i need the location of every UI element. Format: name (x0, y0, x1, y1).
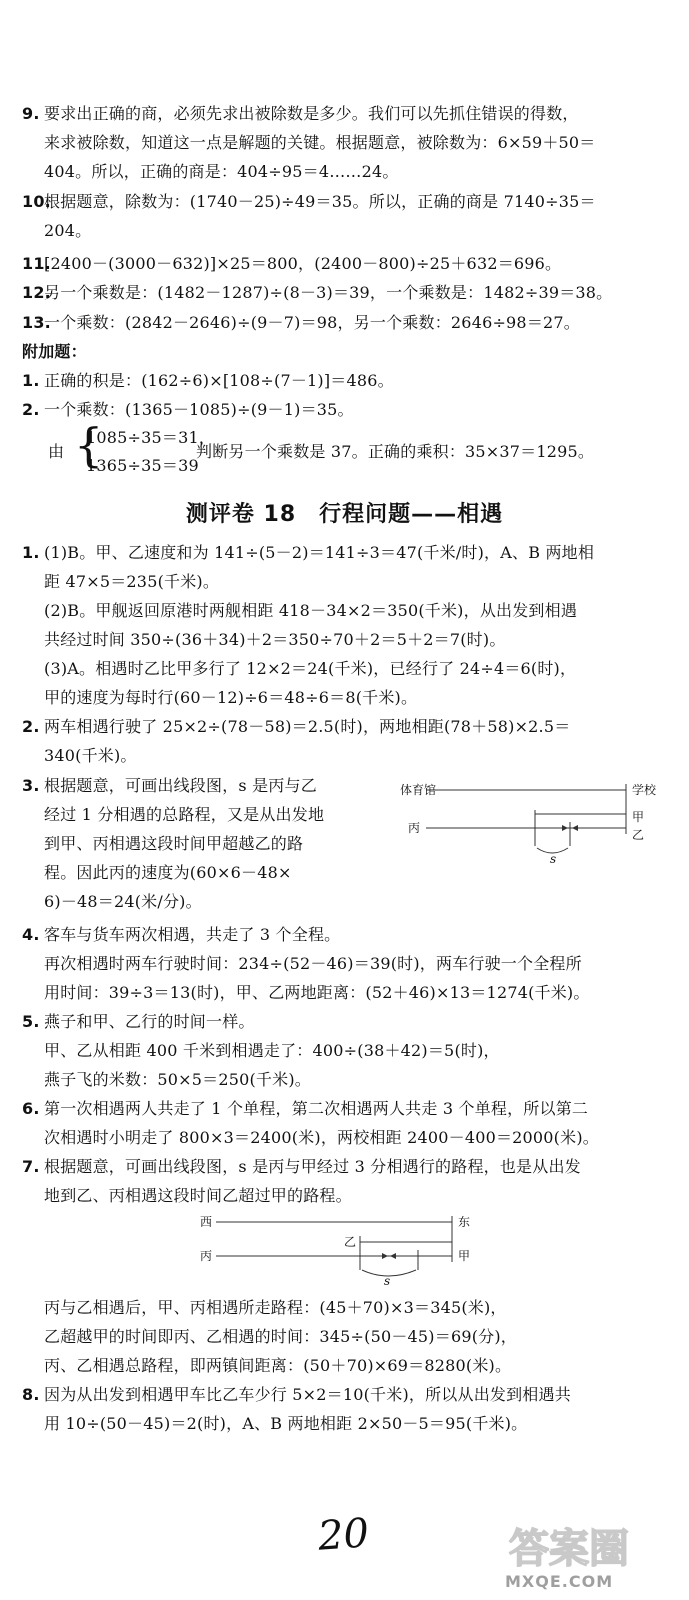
q2-line-2: 340(千米)。 (44, 746, 137, 765)
q8-line-2: 用 10÷(50－45)＝2(时)，A、B 两地相距 2×50－5＝95(千米)。 (44, 1414, 528, 1433)
label-jia: 甲 (632, 810, 645, 824)
q1-line-5: (3)A。相遇时乙比甲多行了 12×2＝24(千米)，已经行了 24÷4＝6(时)， (44, 659, 577, 678)
item-number: 1. (22, 371, 40, 390)
item-number: 9. (22, 104, 40, 123)
item-text: 第一次相遇两人共走了 1 个单程，第二次相遇两人共走 3 个单程，所以第二 (44, 1099, 589, 1118)
label-s: s (384, 1274, 391, 1288)
item-text: 两车相遇行驶了 25×2÷(78－58)＝2.5(时)，两地相距(78＋58)×2.5＝ (44, 717, 571, 736)
q4-line-3: 用时间：39÷3＝13(时)，甲、乙两地距离：(52＋46)×13＝1274(千米)。 (44, 983, 590, 1002)
q5-line-3: 燕子飞的米数：50×5＝250(千米)。 (44, 1070, 311, 1089)
item-11-line-1 (22, 254, 561, 274)
item-number: 7. (22, 1157, 40, 1176)
label-school: 学校 (632, 783, 657, 797)
q3-diagram-lines (400, 776, 670, 866)
item-text: 根据题意，可画出线段图，s 是丙与甲经过 3 分相遇行的路程，也是从出发 (44, 1157, 581, 1176)
item-text: 一个乘数：(2842－2646)÷(9－7)＝98，另一个乘数：2646÷98＝27。 (44, 313, 580, 332)
bonus-1 (22, 371, 394, 391)
item-number: 13. (22, 313, 51, 332)
label-jia: 甲 (458, 1249, 471, 1263)
label-yi: 乙 (344, 1235, 357, 1249)
item-number: 2. (22, 717, 40, 736)
item-text: 客车与货车两次相遇，共走了 3 个全程。 (44, 925, 341, 944)
q6-line-2: 次相遇时小明走了 800×3＝2400(米)，两校相距 2400－400＝2000(米)。 (44, 1128, 599, 1147)
brace-symbol: { (74, 418, 104, 472)
q1-line-3: (2)B。甲舰返回原港时两舰相距 418－34×2＝350(千米)，从出发到相遇 (44, 601, 578, 620)
watermark-url: MXQE.COM (505, 1572, 614, 1591)
svg-text:答案圈: 答案圈 (509, 1526, 629, 1572)
label-bing: 丙 (408, 821, 421, 835)
q5-line-2: 甲、乙从相距 400 千米到相遇走了：400÷(38＋42)＝5(时)， (44, 1041, 500, 1060)
q1-line-1 (22, 543, 594, 563)
label-gym: 体育馆 (400, 783, 437, 797)
item-number: 10. (22, 192, 51, 211)
q4-line-2: 再次相遇时两车行驶时间：234÷(52－46)＝39(时)，两车行驶一个全程所 (44, 954, 582, 973)
item-text: 一个乘数：(1365－1085)÷(9－1)＝35。 (44, 400, 354, 419)
item-text: 根据题意，除数为：(1740－25)÷49＝35。所以，正确的商是 7140÷35＝ (44, 192, 596, 211)
q8-line-1 (22, 1385, 571, 1405)
q7-line-5: 丙、乙相遇总路程，即两镇间距离：(50＋70)×69＝8280(米)。 (44, 1356, 512, 1375)
item-number: 12. (22, 283, 51, 302)
q6-line-1 (22, 1099, 588, 1119)
item-10-line-2: 204。 (44, 221, 92, 240)
q7-line-3: 丙与乙相遇后，甲、丙相遇所走路程：(45＋70)×3＝345(米)， (44, 1298, 507, 1317)
item-text: 要求出正确的商，必须先求出被除数是多少。我们可以先抓住错误的得数， (44, 104, 579, 123)
q1-line-4: 共经过时间 350÷(36＋34)＋2＝350÷70＋2＝5＋2＝7(时)。 (44, 630, 506, 649)
item-number: 2. (22, 400, 40, 419)
item-number: 6. (22, 1099, 40, 1118)
item-9-line-3: 404。所以，正确的商是：404÷95＝4……24。 (44, 162, 399, 181)
item-number: 8. (22, 1385, 40, 1404)
q7-diagram (200, 1208, 490, 1288)
q4-line-1 (22, 925, 340, 945)
equation-conclusion: 判断另一个乘数是 37。正确的乘积：35×37＝1295。 (196, 442, 595, 461)
item-text: 因为从出发到相遇甲车比乙车少行 5×2＝10(千米)，所以从出发到相遇共 (44, 1385, 571, 1404)
item-number: 5. (22, 1012, 40, 1031)
item-number: 1. (22, 543, 40, 562)
label-bing: 丙 (200, 1249, 213, 1263)
q5-line-1 (22, 1012, 255, 1032)
item-text: 另一个乘数是：(1482－1287)÷(8－3)＝39，一个乘数是：1482÷39＝38。 (44, 283, 613, 302)
q7-line-1 (22, 1157, 581, 1177)
label-west: 西 (200, 1215, 213, 1229)
q7-line-2: 地到乙、丙相遇这段时间乙超过甲的路程。 (44, 1186, 352, 1205)
section-title: 测评卷 18 行程问题——相遇 (185, 502, 504, 527)
item-text: 正确的积是：(162÷6)×[108÷(7－1)]＝486。 (44, 371, 394, 390)
bonus-2 (22, 400, 354, 420)
q7-line-4: 乙超越甲的时间即丙、乙相遇的时间：345÷(50－45)＝69(分)， (44, 1327, 517, 1346)
q3-line-1 (22, 776, 317, 796)
item-text: 根据题意，可画出线段图，s 是丙与乙 (44, 776, 317, 795)
watermark-logo-graphic (505, 1522, 680, 1572)
item-text: 燕子和甲、乙行的时间一样。 (44, 1012, 255, 1031)
item-9-line-1 (22, 104, 579, 124)
item-number: 4. (22, 925, 40, 944)
q3-line-4: 程。因此丙的速度为(60×6－48× (44, 863, 292, 882)
item-9-line-2: 来求被除数，知道这一点是解题的关键。根据题意，被除数为：6×59＋50＝ (44, 133, 596, 152)
label-yi: 乙 (632, 828, 645, 842)
q1-line-2: 距 47×5＝235(千米)。 (44, 572, 220, 591)
item-12-line-1 (22, 283, 612, 303)
equation-intro: 由 (48, 442, 65, 461)
q3-line-3: 到甲、丙相遇这段时间甲超越乙的路 (44, 834, 304, 853)
q3-line-5: 6)－48＝24(米/分)。 (44, 892, 202, 911)
label-east: 东 (458, 1215, 471, 1229)
bonus-header: 附加题： (22, 342, 87, 361)
item-text: (1)B。甲、乙速度和为 141÷(5－2)＝141÷3＝47(千米/时)，A、B 两地相 (44, 543, 595, 562)
q3-line-2: 经过 1 分相遇的总路程，又是从出发地 (44, 805, 325, 824)
label-s: s (550, 852, 557, 866)
item-text: [2400－(3000－632)]×25＝800，(2400－800)÷25＋632＝696。 (44, 254, 562, 273)
equation-line-1: 1085÷35＝31， (86, 428, 216, 447)
item-10-line-1 (22, 192, 596, 212)
equation-line-2: 1365÷35＝39 (86, 456, 199, 475)
q1-line-6: 甲的速度为每时行(60－12)÷6＝48÷6＝8(千米)。 (44, 688, 418, 707)
item-number: 3. (22, 776, 40, 795)
item-number: 11. (22, 254, 51, 273)
item-13-line-1 (22, 313, 580, 333)
q2-line-1 (22, 717, 570, 737)
handwritten-page-number: 20 (316, 1510, 371, 1560)
q3-diagram (400, 776, 670, 866)
